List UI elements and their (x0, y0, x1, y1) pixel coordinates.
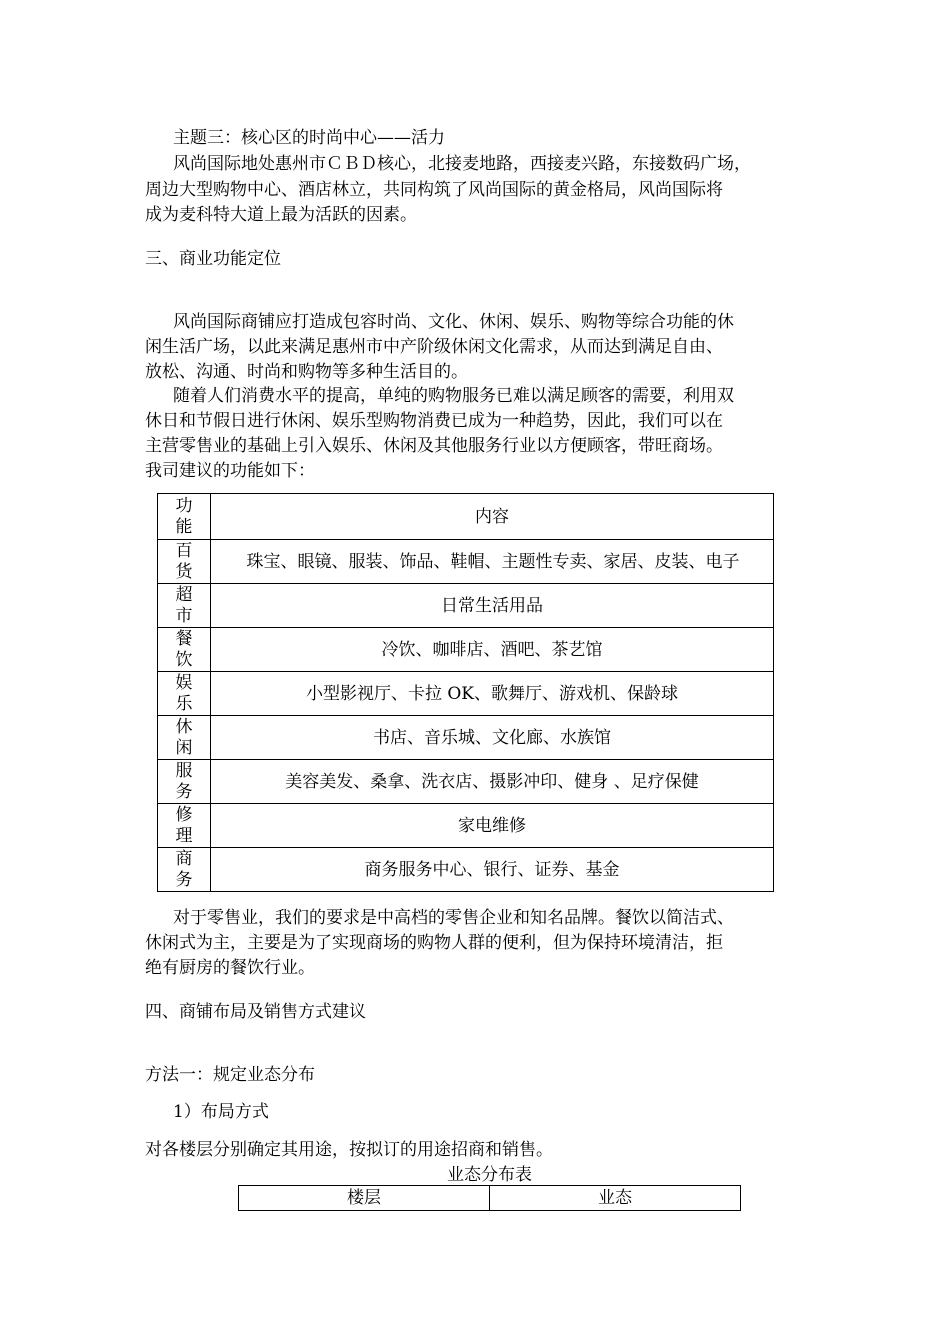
content-header-cell: 内容 (211, 494, 774, 540)
theme3-paragraph-line: 成为麦科特大道上最为活跃的因素。 (145, 205, 417, 225)
s3-paragraph-line: 我司建议的功能如下： (145, 461, 315, 481)
function-cell: 休 闲 (158, 716, 211, 760)
retail-paragraph-line: 绝有厨房的餐饮行业。 (145, 958, 315, 978)
theme3-title: 主题三：核心区的时尚中心——活力 (173, 128, 445, 148)
layout-subheading: 1）布局方式 (173, 1102, 269, 1122)
table-row (158, 716, 774, 760)
table-row (158, 584, 774, 628)
theme3-paragraph-line: 周边大型购物中心、酒店林立，共同构筑了风尚国际的黄金格局，风尚国际将 (145, 180, 723, 200)
content-cell: 小型影视厅、卡拉 OK、歌舞厅、游戏机、保龄球 (211, 672, 774, 716)
s3-paragraph-line: 随着人们消费水平的提高，单纯的购物服务已难以满足顾客的需要，利用双 (173, 386, 734, 406)
s3-paragraph-line: 主营零售业的基础上引入娱乐、休闲及其他服务行业以方便顾客，带旺商场。 (145, 436, 723, 456)
table-row (158, 848, 774, 892)
content-cell: 家电维修 (211, 804, 774, 848)
floor-header-cell: 楼层 (239, 1186, 490, 1211)
business-header-cell: 业态 (490, 1186, 741, 1211)
table-row (158, 494, 774, 540)
content-cell: 商务服务中心、银行、证券、基金 (211, 848, 774, 892)
section4-heading: 四、商铺布局及销售方式建议 (145, 1002, 366, 1022)
function-header-cell: 功 能 (158, 494, 211, 540)
table-row (158, 760, 774, 804)
function-cell: 餐 饮 (158, 628, 211, 672)
function-table (157, 493, 774, 892)
retail-paragraph-line: 对于零售业，我们的要求是中高档的零售企业和知名品牌。餐饮以简洁式、 (173, 908, 734, 928)
distribution-table-caption: 业态分布表 (447, 1165, 532, 1185)
retail-paragraph-line: 休闲式为主，主要是为了实现商场的购物人群的便利，但为保持环境清洁，拒 (145, 933, 723, 953)
s3-paragraph-line: 休日和节假日进行休闲、娱乐型购物消费已成为一种趋势，因此，我们可以在 (145, 411, 723, 431)
layout-description: 对各楼层分别确定其用途，按拟订的用途招商和销售。 (145, 1140, 553, 1160)
table-row (158, 804, 774, 848)
content-cell: 书店、音乐城、文化廊、水族馆 (211, 716, 774, 760)
method1-title: 方法一：规定业态分布 (145, 1065, 315, 1085)
s3-paragraph-line: 闲生活广场，以此来满足惠州市中产阶级休闲文化需求，从而达到满足自由、 (145, 337, 723, 357)
function-cell: 百 货 (158, 540, 211, 584)
table-row (158, 672, 774, 716)
s3-paragraph-line: 放松、沟通、时尚和购物等多种生活目的。 (145, 362, 468, 382)
function-cell: 服 务 (158, 760, 211, 804)
content-cell: 美容美发、桑拿、洗衣店、摄影冲印、健身 、足疗保健 (211, 760, 774, 804)
content-cell: 珠宝、眼镜、服装、饰品、鞋帽、主题性专卖、家居、皮装、电子 (211, 540, 774, 584)
table-row (158, 540, 774, 584)
content-cell: 冷饮、咖啡店、酒吧、茶艺馆 (211, 628, 774, 672)
table-row (158, 628, 774, 672)
function-cell: 修 理 (158, 804, 211, 848)
content-cell: 日常生活用品 (211, 584, 774, 628)
section3-heading: 三、商业功能定位 (145, 249, 281, 269)
function-cell: 娱 乐 (158, 672, 211, 716)
distribution-table (238, 1185, 741, 1211)
theme3-paragraph-line: 风尚国际地处惠州市ＣＢＤ核心，北接麦地路，西接麦兴路，东接数码广场， (173, 154, 751, 174)
table-row (239, 1186, 741, 1211)
s3-paragraph-line: 风尚国际商铺应打造成包容时尚、文化、休闲、娱乐、购物等综合功能的休 (173, 312, 734, 332)
function-cell: 超 市 (158, 584, 211, 628)
function-cell: 商 务 (158, 848, 211, 892)
